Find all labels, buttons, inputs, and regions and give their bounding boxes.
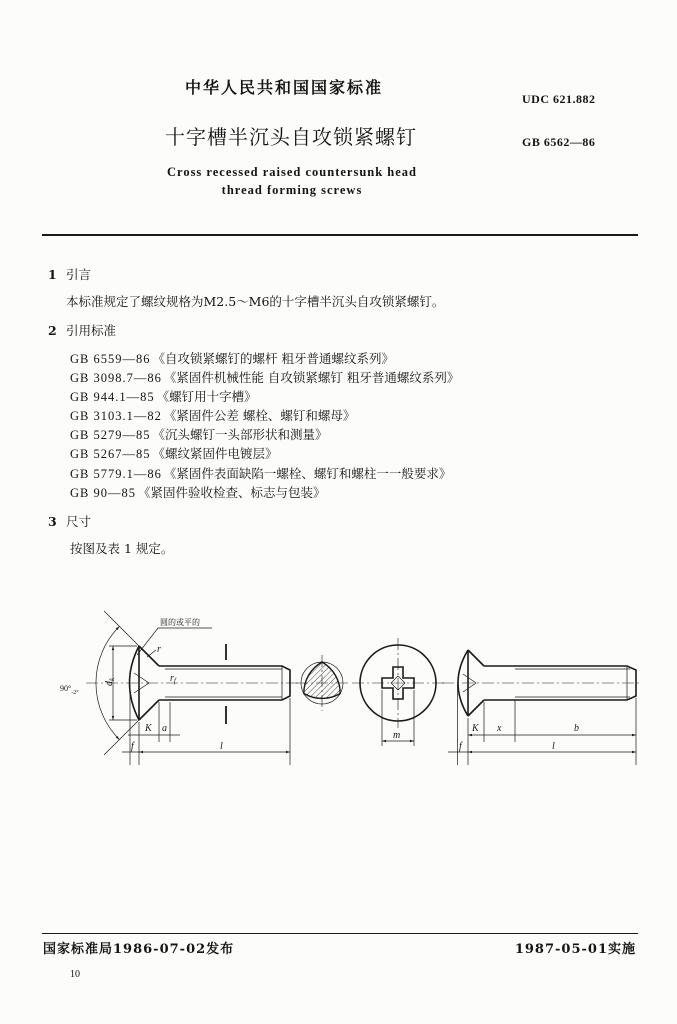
reference-code: GB 5779.1—86	[70, 467, 162, 481]
reference-item	[70, 352, 394, 366]
reference-name: 《紧固件表面缺陷一螺栓、螺钉和螺柱一一般要求》	[163, 466, 452, 481]
reference-item	[70, 371, 459, 385]
standard-title-english-line-1: Cross recessed raised countersunk head	[166, 165, 418, 179]
section-3-title: 尺寸	[66, 514, 92, 529]
note-leader	[137, 628, 212, 655]
effective-date: 1987-05-01实施	[514, 942, 636, 957]
fillet-radius-label: $r_f$	[170, 673, 176, 685]
standard-number: GB 6562—86	[522, 135, 596, 149]
reference-name: 《沉头螺钉一头部形状和测量》	[152, 427, 328, 442]
reference-code: GB 5279—85	[70, 428, 151, 442]
reference-item	[70, 486, 326, 500]
reference-code: GB 6559—86	[70, 352, 151, 366]
reference-name: 《螺钉用十字槽》	[156, 389, 257, 404]
screw-side-view-left	[60, 611, 298, 765]
section-1-body: 本标准规定了螺纹规格为M2.5～M6的十字槽半沉头自攻锁紧螺钉。	[66, 294, 445, 309]
radius-leader	[147, 650, 156, 657]
reference-code: GB 90—85	[70, 486, 136, 500]
standard-title-chinese: 十字槽半沉头自攻锁紧螺钉	[165, 125, 417, 149]
head-shape-note: 圆的或平的	[160, 618, 200, 627]
head-top-view	[352, 638, 444, 746]
angle-label: $90^\circ_{-2^\circ}$	[60, 684, 79, 696]
reference-item	[70, 467, 451, 481]
screw-side-view-right	[442, 650, 640, 765]
length-label: l	[552, 741, 555, 752]
udc-code: UDC 621.882	[522, 92, 596, 106]
section-1-title: 引言	[66, 267, 92, 282]
reference-name: 《自攻锁紧螺钉的螺杆 粗牙普通螺纹系列》	[152, 351, 394, 366]
section-1-number: 1	[48, 267, 57, 282]
thread-length-label: b	[574, 723, 579, 734]
reference-item	[70, 428, 328, 442]
reference-code: GB 3098.7—86	[70, 371, 162, 385]
recess-width-label: m	[393, 730, 401, 741]
reference-code: GB 3103.1—82	[70, 409, 162, 423]
reference-code: GB 5267—85	[70, 447, 151, 461]
thread-cross-section	[296, 655, 348, 711]
head-height-label: K	[145, 723, 152, 734]
reference-item	[70, 447, 278, 461]
reference-item	[70, 390, 257, 404]
thread-runout-label: x	[497, 723, 502, 734]
section-3-body: 按图及表 1 规定。	[70, 541, 174, 556]
page-number: 10	[70, 969, 80, 980]
reference-name: 《紧固件公差 螺栓、螺钉和螺母》	[163, 408, 356, 423]
length-label: l	[220, 741, 223, 752]
footer-divider	[42, 933, 638, 934]
raised-head-height-label: f	[131, 741, 134, 752]
standard-title-english-line-2: thread forming screws	[221, 183, 363, 197]
reference-name: 《螺纹紧固件电镀层》	[152, 446, 278, 461]
head-diameter-label: $d_k$	[104, 677, 116, 686]
screw-dimension-drawing	[0, 600, 677, 780]
head-height-label: K	[472, 723, 479, 734]
reference-code: GB 944.1—85	[70, 390, 155, 404]
issuing-organization: 中华人民共和国国家标准	[185, 78, 384, 97]
issue-date: 国家标准局1986-07-02发布	[43, 942, 235, 957]
section-2-title: 引用标准	[66, 323, 117, 338]
reference-name: 《紧固件机械性能 自攻锁紧螺钉 粗牙普通螺纹系列》	[163, 370, 460, 385]
a-label: a	[162, 723, 167, 734]
raised-head-height-label: f	[459, 741, 462, 752]
radius-label: r	[157, 644, 161, 655]
reference-name: 《紧固件验收检查、标志与包装》	[138, 485, 326, 500]
lobular-triangle-section	[304, 662, 340, 698]
reference-item	[70, 409, 355, 423]
section-3-number: 3	[48, 514, 57, 529]
header-divider	[42, 234, 638, 236]
section-2-number: 2	[48, 323, 57, 338]
